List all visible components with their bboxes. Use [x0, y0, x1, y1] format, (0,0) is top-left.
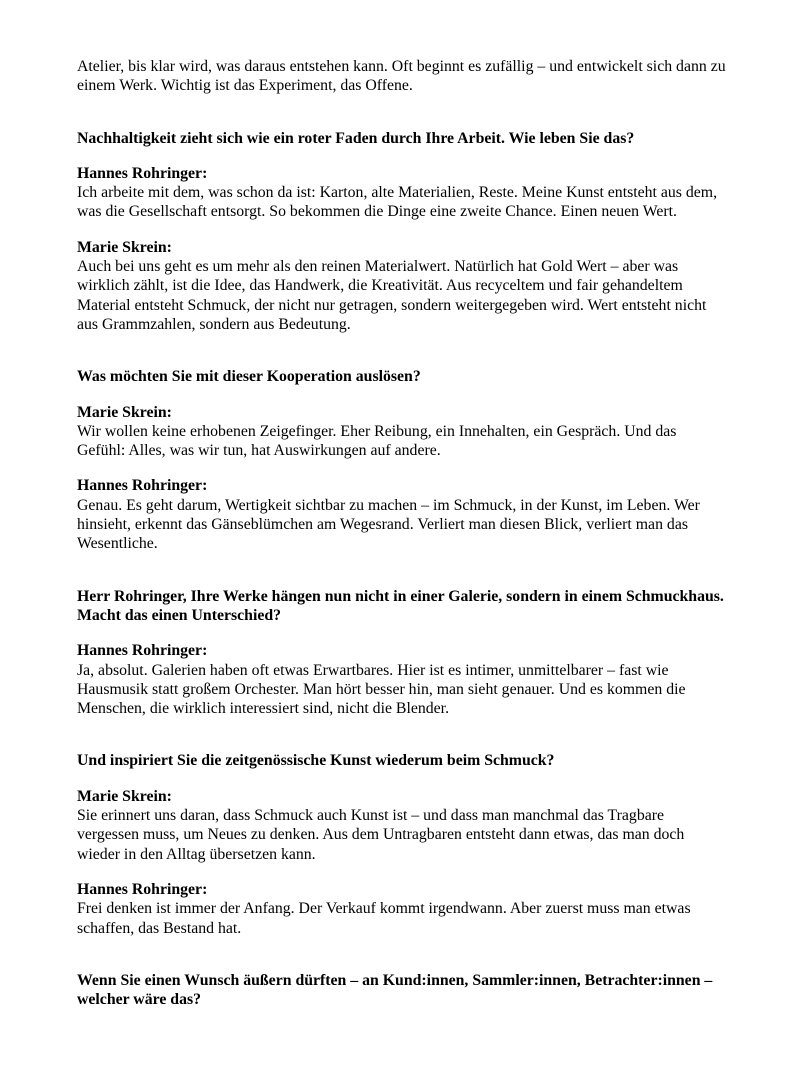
- speaker-name: Marie Skrein:: [77, 238, 172, 256]
- interview-answer: [77, 238, 727, 334]
- interview-question: Herr Rohringer, Ihre Werke hängen nun nicht in einer Galerie, sondern in einem Schmuckhaus. Macht das einen Unterschied?: [77, 587, 724, 624]
- interview-question: Was möchten Sie mit dieser Kooperation auslösen?: [77, 368, 421, 386]
- speaker-name: Hannes Rohringer:: [77, 477, 208, 495]
- answer-text: Ich arbeite mit dem, was schon da ist: Karton, alte Materialien, Reste. Meine Kunst entsteht aus dem, was die Gesellschaft entsorgt. So bekommen die Dinge eine zweite Chance. Einen neuen Wert.: [77, 184, 718, 221]
- interview-paragraph: Atelier, bis klar wird, was daraus entstehen kann. Oft beginnt es zufällig – und entwickelt sich dann zu einem Werk. Wichtig ist das Experiment, das Offene.: [77, 58, 726, 95]
- answer-text: Genau. Es geht darum, Wertigkeit sichtbar zu machen – im Schmuck, in der Kunst, im Leben. Wer hinsieht, erkennt das Gänseblümchen am Wegesrand. Verliert man diesen Blick, verliert man das Wesentliche.: [77, 496, 700, 553]
- speaker-name: Marie Skrein:: [77, 403, 172, 421]
- document-body: [77, 57, 727, 1009]
- answer-text: Ja, absolut. Galerien haben oft etwas Erwartbares. Hier ist es intimer, unmittelbarer – fast wie Hausmusik statt großem Orchester. Man hört besser hin, man sieht genauer. Und es kommen die Menschen, die wirklich interessiert sind, nicht die Blender.: [77, 661, 686, 718]
- interview-question: Nachhaltigkeit zieht sich wie ein roter Faden durch Ihre Arbeit. Wie leben Sie das?: [77, 129, 635, 147]
- interview-question: Und inspiriert Sie die zeitgenössische Kunst wiederum beim Schmuck?: [77, 752, 555, 770]
- interview-answer: [77, 880, 727, 938]
- interview-answer: [77, 641, 727, 718]
- interview-answer: [77, 403, 727, 461]
- answer-text: Sie erinnert uns daran, dass Schmuck auch Kunst ist – und dass man manchmal das Tragbare vergessen muss, um Neues zu denken. Aus dem Untragbaren entsteht dann etwas, das man doch wieder in den Alltag übersetzen kann.: [77, 807, 685, 863]
- speaker-name: Hannes Rohringer:: [77, 642, 208, 660]
- interview-answer: [77, 476, 727, 553]
- answer-text: Frei denken ist immer der Anfang. Der Verkauf kommt irgendwann. Aber zuerst muss man etwas schaffen, das Bestand hat.: [77, 900, 691, 937]
- speaker-name: Marie Skrein:: [77, 787, 172, 805]
- answer-text: Auch bei uns geht es um mehr als den reinen Materialwert. Natürlich hat Gold Wert – aber was wirklich zählt, ist die Idee, das Handwerk, die Kreativität. Aus recyceltem und fair gehandeltem Material entsteht Schmuck, der nicht nur getragen, sondern weitergegeben wird. Wert entsteht nicht aus Grammzahlen, sondern aus Bedeutung.: [77, 258, 707, 333]
- interview-question: Wenn Sie einen Wunsch äußern dürften – an Kund:innen, Sammler:innen, Betrachter:innen – welcher wäre das?: [77, 971, 713, 1009]
- speaker-name: Hannes Rohringer:: [77, 880, 208, 898]
- interview-answer: [77, 787, 727, 864]
- interview-answer: [77, 164, 727, 222]
- answer-text: Wir wollen keine erhobenen Zeigefinger. Eher Reibung, ein Innehalten, ein Gespräch. Und das Gefühl: Alles, was wir tun, hat Auswirkungen auf andere.: [77, 422, 677, 460]
- speaker-name: Hannes Rohringer:: [77, 164, 208, 182]
